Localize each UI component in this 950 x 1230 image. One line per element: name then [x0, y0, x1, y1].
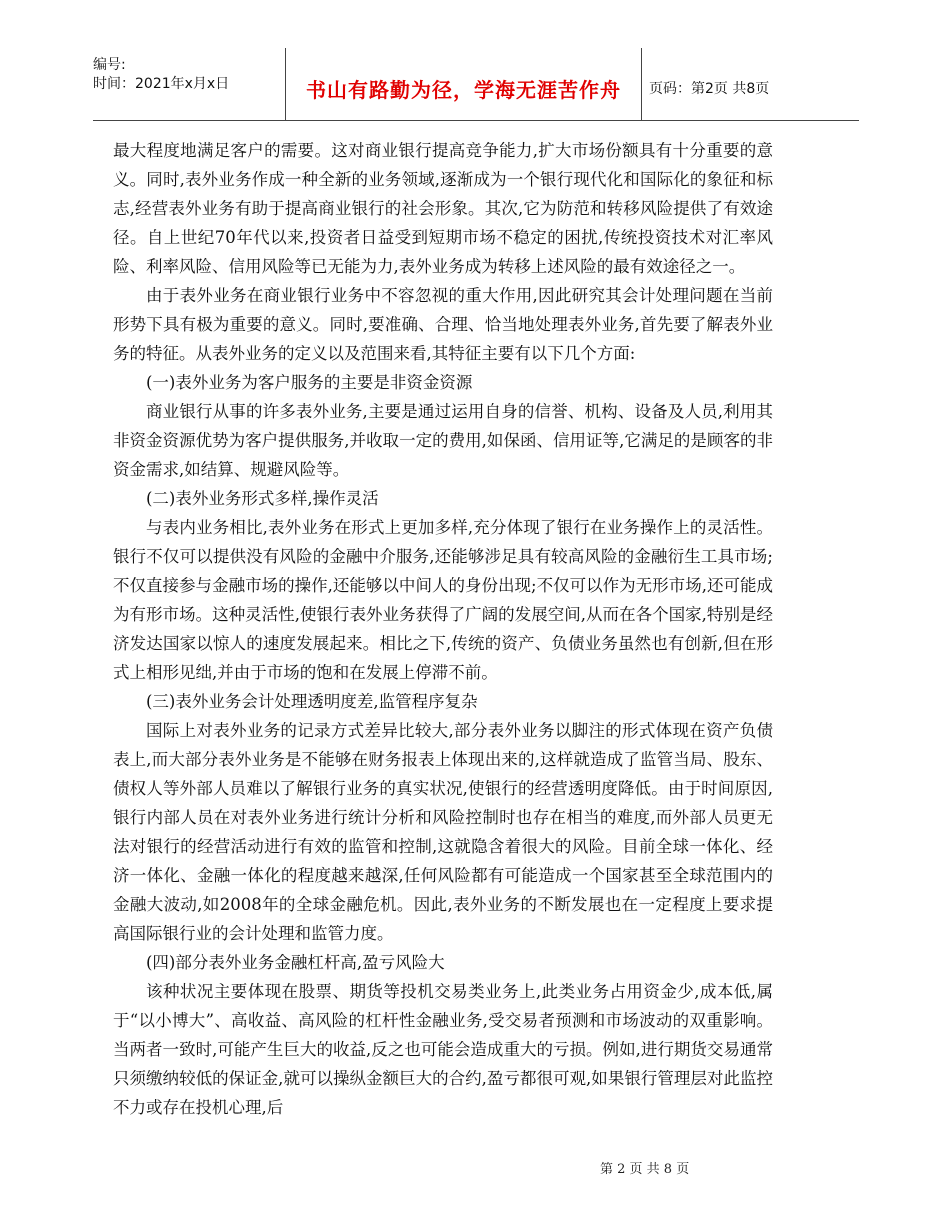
section-heading: (四)部分表外业务金融杠杆高,盈亏风险大	[146, 953, 445, 972]
body-paragraph: 最大程度地满足客户的需要。这对商业银行提高竞争能力,扩大市场份额具有十分重要的意义。同时,表外业务作成一种全新的业务领域,逐渐成为一个银行现代化和国际化的象征和标志,经营表外业务有助于提高商业银行的社会形象。其次,它为防范和转移风险提供了有效途径。自上世纪70年代以来,投资者日益受到短期市场不稳定的困扰,传统投资技术对汇率风险、利率风险、信用风险等已无能为力,表外业务成为转移上述风险的最有效途径之一。	[113, 141, 773, 276]
header-motto-cell	[285, 48, 642, 120]
document-number-label: 编号:	[93, 57, 126, 73]
page-footer: 第 2 页 共 8 页	[600, 1162, 690, 1177]
body-paragraph: 由于表外业务在商业银行业务中不容忽视的重大作用,因此研究其会计处理问题在当前形势下具有极为重要的意义。同时,要准确、合理、恰当地处理表外业务,首先要了解表外业务的特征。从表外业务的定义以及范围来看,其特征主要有以下几个方面:	[113, 286, 773, 363]
header-meta	[93, 56, 283, 94]
body-paragraph: 商业银行从事的许多表外业务,主要是通过运用自身的信誉、机构、设备及人员,利用其非资金资源优势为客户提供服务,并收取一定的费用,如保函、信用证等,它满足的是顾客的非资金需求,如结算、规避风险等。	[113, 402, 773, 479]
document-date: 时间：2021年x月x日	[93, 76, 230, 92]
document-body	[113, 136, 773, 1122]
body-paragraph: 国际上对表外业务的记录方式差异比较大,部分表外业务以脚注的形式体现在资产负债表上,而大部分表外业务是不能够在财务报表上体现出来的,这样就造成了监管当局、股东、债权人等外部人员难以了解银行业务的真实状况,使银行的经营透明度降低。由于时间原因,银行内部人员在对表外业务进行统计分析和风险控制时也存在相当的难度,而外部人员更无法对银行的经营活动进行有效的监管和控制,这就隐含着很大的风险。目前全球一体化、经济一体化、金融一体化的程度越来越深,任何风险都有可能造成一个国家甚至全球范围内的金融大波动,如2008年的全球金融危机。因此,表外业务的不断发展也在一定程度上要求提高国际银行业的会计处理和监管力度。	[113, 721, 773, 943]
header-motto: 书山有路勤为径，学海无涯苦作舟	[306, 78, 621, 102]
body-paragraph: 该种状况主要体现在股票、期货等投机交易类业务上,此类业务占用资金少,成本低,属于“以小博大”、高收益、高风险的杠杆性金融业务,受交易者预测和市场波动的双重影响。当两者一致时,可能产生巨大的收益,反之也可能会造成重大的亏损。例如,进行期货交易通常只须缴纳较低的保证金,就可以操纵金额巨大的合约,盈亏都很可观,如果银行管理层对此监控不力或存在投机心理,后	[113, 982, 773, 1117]
body-paragraph: 与表内业务相比,表外业务在形式上更加多样,充分体现了银行在业务操作上的灵活性。银行不仅可以提供没有风险的金融中介服务,还能够涉足具有较高风险的金融衍生工具市场;不仅直接参与金融市场的操作,还能够以中间人的身份出现;不仅可以作为无形市场,还可能成为有形市场。这种灵活性,使银行表外业务获得了广阔的发展空间,从而在各个国家,特别是经济发达国家以惊人的速度发展起来。相比之下,传统的资产、负债业务虽然也有创新,但在形式上相形见绌,并由于市场的饱和在发展上停滞不前。	[113, 518, 773, 682]
page-header	[93, 48, 859, 121]
section-heading: (二)表外业务形式多样,操作灵活	[146, 489, 379, 508]
section-heading: (三)表外业务会计处理透明度差,监管程序复杂	[146, 692, 478, 711]
section-heading: (一)表外业务为客户服务的主要是非资金资源	[146, 373, 473, 392]
header-page-number: 页码：第2页 共8页	[649, 81, 770, 97]
